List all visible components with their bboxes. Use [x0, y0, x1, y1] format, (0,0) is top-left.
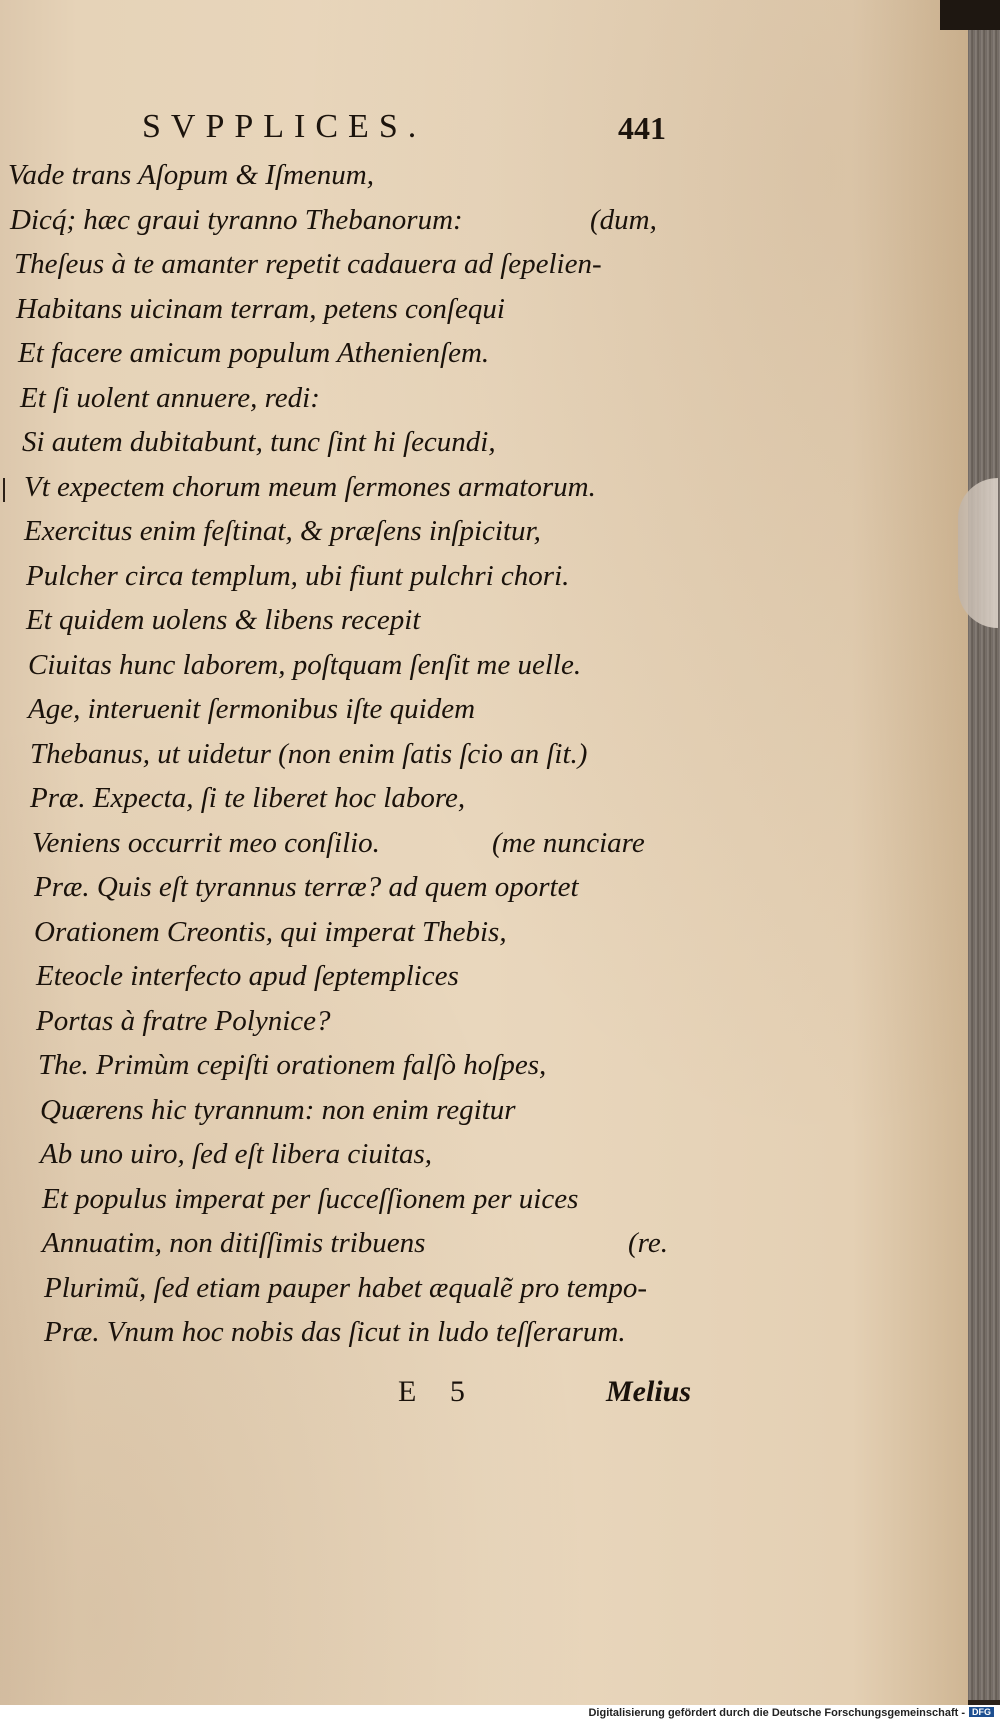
- verse-line: Si autem dubitabunt, tunc ſint hi ſecundi,: [22, 426, 496, 458]
- verse-line: Dicq́; hæc graui tyranno Thebanorum: (dum,: [0, 198, 968, 243]
- turnover-bracket: (dum,: [590, 203, 657, 236]
- verse-line: Præ. Vnum hoc nobis das ſicut in ludo teſſerarum.: [44, 1316, 626, 1348]
- verse-line: Portas à fratre Polynice?: [36, 1004, 331, 1037]
- verse-line: The. Primùm cepiſti orationem falſò hoſpes,: [38, 1049, 547, 1081]
- verse-line: Et ſi uolent annuere, redi:: [20, 381, 320, 414]
- verse-line: Præ. Quis eſt tyrannus terræ? ad quem oportet: [34, 871, 579, 903]
- verse-line: Annuatim, non ditiſſimis tribuens (re.: [0, 1221, 968, 1266]
- verse-line: Theſeus à te amanter repetit cadauera ad ſepelien-: [14, 248, 602, 280]
- book-fore-edge: [968, 30, 1000, 1700]
- dfg-logo: DFG: [969, 1707, 994, 1717]
- page-number: 441: [618, 110, 666, 146]
- verse-line: Exercitus enim feſtinat, & præſens inſpicitur,: [24, 515, 541, 547]
- page-footer: [0, 1375, 968, 1419]
- turnover-bracket: (me nunciare: [492, 826, 645, 859]
- verse-line: Præ. Expecta, ſi te liberet hoc labore,: [30, 782, 466, 814]
- verse-line: Pulcher circa templum, ubi fiunt pulchri chori.: [26, 559, 570, 592]
- catchword: Melius: [606, 1375, 692, 1408]
- signature-mark: E 5: [398, 1375, 465, 1408]
- verse-line: Ab uno uiro, ſed eſt libera ciuitas,: [40, 1138, 432, 1170]
- verse-line: Et populus imperat per ſucceſſionem per uices: [42, 1182, 579, 1215]
- book-edge-shadow: [940, 0, 1000, 30]
- credit-text: Digitalisierung gefördert durch die Deutsche Forschungsgemeinschaft -: [588, 1707, 965, 1719]
- verse-line: Veniens occurrit meo conſilio. (me nunciare: [0, 821, 968, 866]
- verse-line: Age, interuenit ſermonibus iſte quidem: [28, 693, 476, 725]
- digitization-credit: [588, 1707, 994, 1719]
- verse-line: Thebanus, ut uidetur (non enim ſatis ſcio an ſit.): [30, 737, 588, 770]
- running-title: SVPPLICES.: [142, 108, 427, 145]
- page-header: [0, 108, 968, 148]
- page-tab: [958, 478, 998, 628]
- verse-line: Ciuitas hunc laborem, poſtquam ſenſit me uelle.: [28, 648, 582, 681]
- verse-line: Et quidem uolens & libens recepit: [26, 604, 421, 636]
- verse-line: Vade trans Aſopum & Iſmenum,: [8, 159, 374, 191]
- verse-text: [0, 153, 968, 1355]
- verse-line: Vt expectem chorum meum ſermones armatorum.: [24, 470, 596, 503]
- verse-line: Habitans uicinam terram, petens conſequi: [16, 292, 505, 325]
- verse-line: Eteocle interfecto apud ſeptemplices: [36, 960, 459, 992]
- verse-line: Orationem Creontis, qui imperat Thebis,: [34, 915, 507, 948]
- verse-line: Quærens hic tyrannum: non enim regitur: [40, 1093, 516, 1126]
- verse-line: Plurimũ, ſed etiam pauper habet æqualẽ pro tempo-: [44, 1271, 648, 1304]
- turnover-bracket: (re.: [628, 1227, 668, 1259]
- verse-line: Et facere amicum populum Athenienſem.: [18, 337, 490, 369]
